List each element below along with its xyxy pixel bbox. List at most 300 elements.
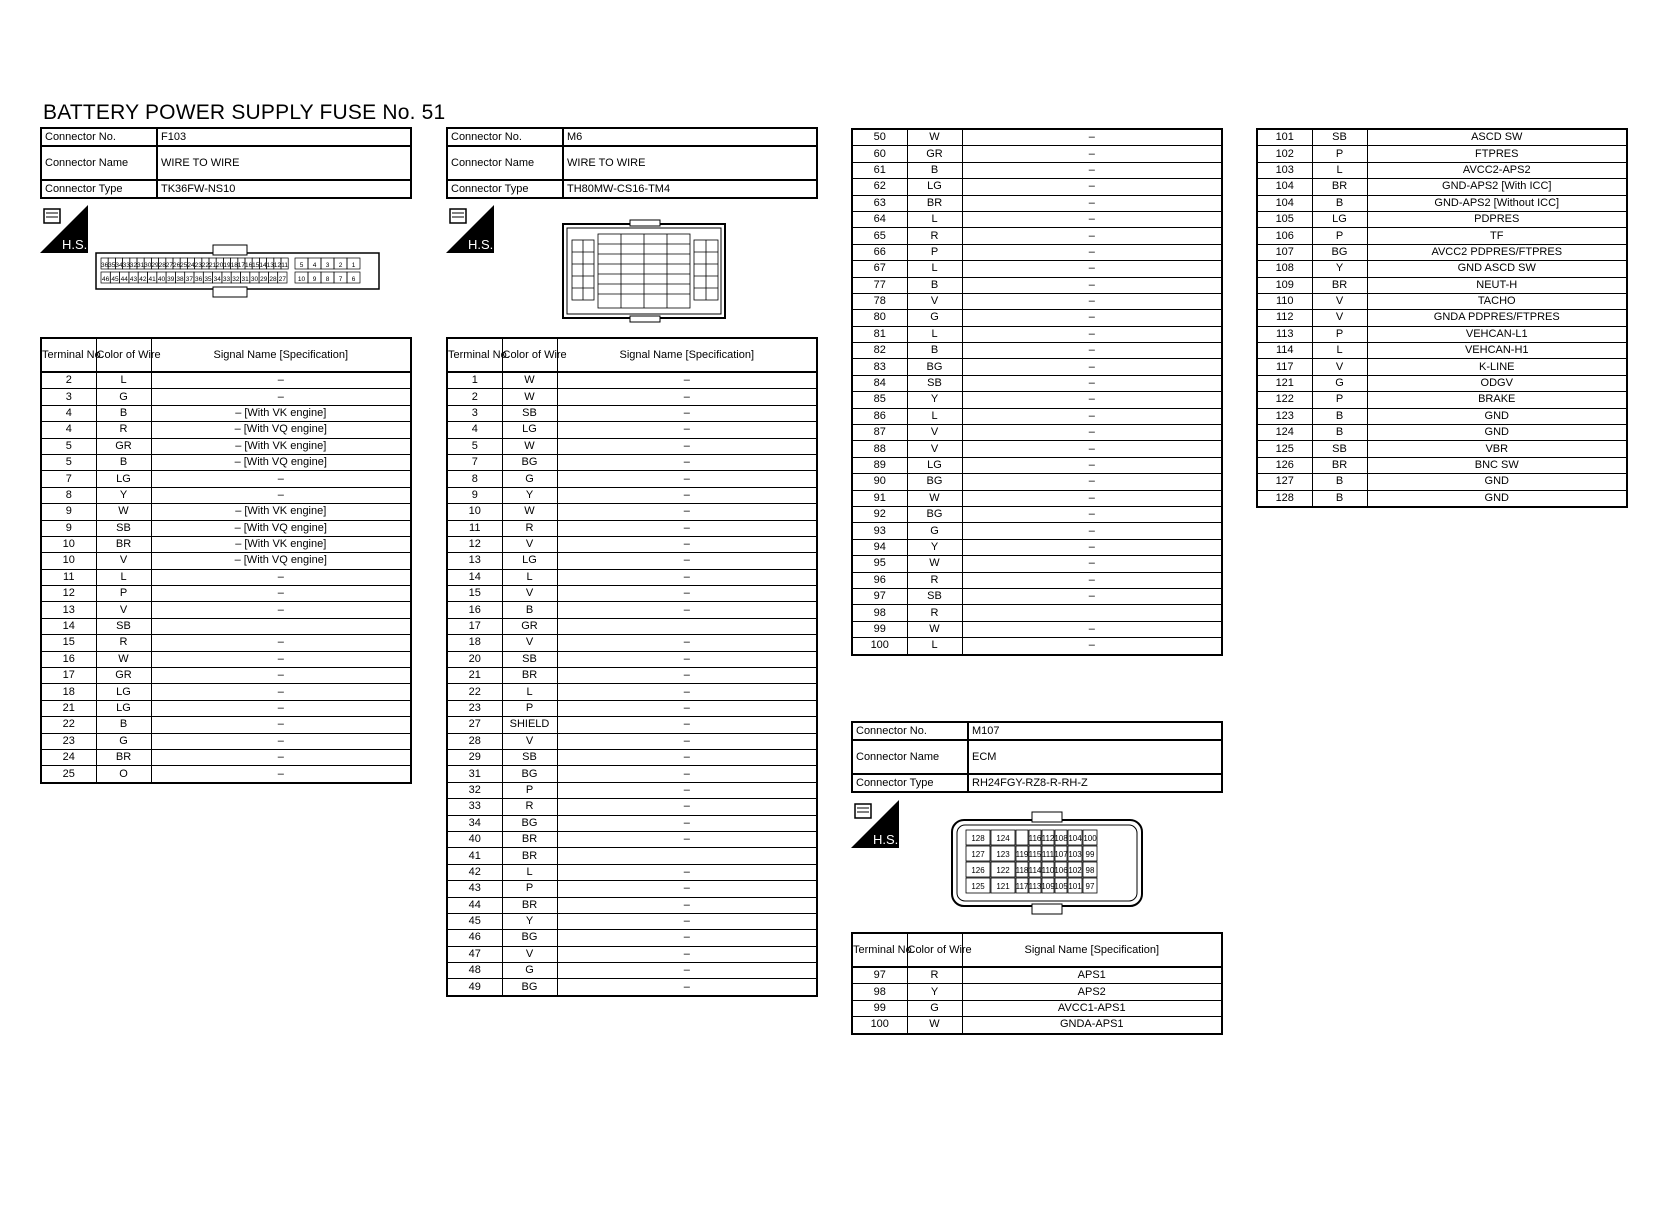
color-cell: LG — [502, 553, 557, 569]
color-cell: V — [1312, 359, 1367, 375]
table-row — [1257, 293, 1627, 309]
table-row — [852, 293, 1222, 309]
color-cell: R — [907, 967, 962, 984]
svg-text:15: 15 — [252, 262, 260, 269]
signal-cell: – — [151, 487, 411, 503]
color-cell: P — [1312, 392, 1367, 408]
table-row — [41, 717, 411, 733]
signal-cell: – [With VK engine] — [151, 405, 411, 421]
svg-text:H.S.: H.S. — [468, 237, 494, 252]
terminal-cell: 98 — [852, 605, 907, 621]
color-cell: SB — [907, 375, 962, 391]
signal-cell: – — [151, 389, 411, 405]
terminal-cell: 4 — [41, 405, 96, 421]
signal-cell: – — [962, 375, 1222, 391]
terminal-cell: 93 — [852, 523, 907, 539]
color-cell: LG — [907, 457, 962, 473]
table-row — [447, 930, 817, 946]
signal-cell: – — [557, 372, 817, 389]
color-cell: GR — [96, 668, 151, 684]
color-cell: BR — [96, 749, 151, 765]
terminal-cell: 40 — [447, 831, 502, 847]
terminal-cell: 32 — [447, 782, 502, 798]
svg-text:31: 31 — [241, 276, 249, 283]
svg-text:124: 124 — [996, 834, 1010, 843]
terminal-cell: 10 — [41, 536, 96, 552]
color-cell: LG — [96, 700, 151, 716]
table-row — [852, 441, 1222, 457]
signal-cell: – — [557, 717, 817, 733]
svg-text:13: 13 — [266, 262, 274, 269]
color-cell: L — [502, 569, 557, 585]
svg-text:30: 30 — [144, 262, 152, 269]
color-cell: W — [502, 504, 557, 520]
terminal-cell: 31 — [447, 766, 502, 782]
svg-text:44: 44 — [120, 276, 128, 283]
table-row — [852, 638, 1222, 655]
signal-cell: – — [557, 782, 817, 798]
color-cell: L — [96, 569, 151, 585]
terminal-cell: 100 — [852, 638, 907, 655]
terminal-cell: 27 — [447, 717, 502, 733]
table-row — [1257, 326, 1627, 342]
connector-type-value: RH24FGY-RZ8-R-RH-Z — [968, 774, 1222, 792]
terminal-cell: 33 — [447, 799, 502, 815]
table-row — [447, 504, 817, 520]
color-cell: L — [1312, 343, 1367, 359]
connector-type-value: TK36FW-NS10 — [157, 180, 411, 198]
color-cell: BR — [1312, 457, 1367, 473]
signal-cell: – — [557, 471, 817, 487]
color-cell: LG — [907, 179, 962, 195]
svg-text:110: 110 — [1041, 866, 1055, 875]
color-cell: G — [1312, 375, 1367, 391]
color-cell: W — [907, 1017, 962, 1034]
signal-cell: – — [557, 913, 817, 929]
m6-pin-table — [446, 337, 818, 997]
terminal-cell: 114 — [1257, 343, 1312, 359]
signal-cell: – — [557, 504, 817, 520]
color-cell: BR — [96, 536, 151, 552]
color-cell: R — [502, 520, 557, 536]
color-cell: Y — [502, 487, 557, 503]
color-cell: SB — [1312, 129, 1367, 146]
color-cell: LG — [1312, 211, 1367, 227]
terminal-cell: 48 — [447, 963, 502, 979]
signal-cell: – — [557, 520, 817, 536]
connector-no-value: M107 — [968, 722, 1222, 740]
table-row — [447, 881, 817, 897]
terminal-cell: 20 — [447, 651, 502, 667]
terminal-cell: 87 — [852, 425, 907, 441]
color-cell: L — [907, 408, 962, 424]
svg-text:98: 98 — [1085, 866, 1095, 875]
signal-cell: GND ASCD SW — [1367, 261, 1627, 277]
table-row — [447, 848, 817, 864]
terminal-cell: 110 — [1257, 293, 1312, 309]
terminal-cell: 24 — [41, 749, 96, 765]
connector-name-value: WIRE TO WIRE — [157, 146, 411, 180]
svg-text:39: 39 — [167, 276, 175, 283]
svg-text:109: 109 — [1041, 882, 1055, 891]
table-row — [447, 454, 817, 470]
signal-cell: – — [962, 228, 1222, 244]
signal-cell: – — [151, 635, 411, 651]
color-cell: LG — [96, 684, 151, 700]
table-row — [1257, 474, 1627, 490]
signal-cell: GND — [1367, 408, 1627, 424]
color-header: Color of Wire — [96, 338, 151, 372]
svg-text:36: 36 — [100, 262, 109, 269]
svg-text:41: 41 — [148, 276, 156, 283]
svg-text:31: 31 — [136, 262, 145, 269]
svg-text:28: 28 — [158, 262, 166, 269]
signal-cell: – — [557, 733, 817, 749]
table-row — [41, 372, 411, 389]
signal-cell: – — [557, 799, 817, 815]
color-cell: BR — [502, 848, 557, 864]
signal-cell: GND — [1367, 425, 1627, 441]
signal-cell: – [With VQ engine] — [151, 454, 411, 470]
connector-info-table — [446, 127, 818, 199]
color-cell: B — [907, 162, 962, 178]
terminal-cell: 5 — [447, 438, 502, 454]
signal-cell: – — [557, 831, 817, 847]
terminal-cell: 21 — [447, 668, 502, 684]
color-cell: P — [907, 244, 962, 260]
color-cell: R — [907, 605, 962, 621]
signal-cell: – — [962, 195, 1222, 211]
svg-text:H.S.: H.S. — [873, 832, 899, 847]
signal-cell: GNDA-APS1 — [962, 1017, 1222, 1034]
color-cell: O — [96, 766, 151, 783]
signal-cell: – — [962, 621, 1222, 637]
signal-cell: AVCC2-APS2 — [1367, 162, 1627, 178]
svg-text:2: 2 — [338, 262, 343, 269]
table-row — [852, 605, 1222, 621]
table-row — [1257, 261, 1627, 277]
f103-connector-face — [95, 243, 380, 299]
color-cell: R — [907, 572, 962, 588]
table-row — [1257, 129, 1627, 146]
table-row — [447, 946, 817, 962]
table-row — [41, 618, 411, 634]
svg-text:16: 16 — [244, 262, 253, 269]
color-cell: G — [907, 310, 962, 326]
table-row — [447, 586, 817, 602]
signal-header: Signal Name [Specification] — [557, 338, 817, 372]
svg-text:108: 108 — [1054, 834, 1068, 843]
signal-cell: – — [962, 556, 1222, 572]
terminal-cell: 46 — [447, 930, 502, 946]
signal-cell: – — [151, 586, 411, 602]
table-row — [852, 228, 1222, 244]
signal-cell — [962, 605, 1222, 621]
color-cell: V — [96, 553, 151, 569]
signal-cell: – — [557, 405, 817, 421]
signal-cell: VEHCAN-H1 — [1367, 343, 1627, 359]
table-row — [447, 651, 817, 667]
table-row — [1257, 441, 1627, 457]
color-cell: GR — [96, 438, 151, 454]
terminal-cell: 82 — [852, 343, 907, 359]
m6-connector-face — [562, 220, 727, 322]
terminal-cell: 34 — [447, 815, 502, 831]
terminal-cell: 84 — [852, 375, 907, 391]
signal-cell: – — [557, 963, 817, 979]
svg-text:4: 4 — [312, 262, 317, 269]
terminal-cell: 7 — [447, 454, 502, 470]
signal-cell: – — [962, 162, 1222, 178]
table-row — [447, 471, 817, 487]
terminal-cell: 99 — [852, 1000, 907, 1016]
signal-cell: – — [962, 392, 1222, 408]
signal-cell: BRAKE — [1367, 392, 1627, 408]
svg-text:34: 34 — [115, 262, 123, 269]
signal-header: Signal Name [Specification] — [151, 338, 411, 372]
svg-text:6: 6 — [351, 276, 356, 283]
table-row — [447, 422, 817, 438]
table-row — [41, 454, 411, 470]
color-cell: GR — [907, 146, 962, 162]
terminal-cell: 92 — [852, 506, 907, 522]
signal-cell: – — [962, 359, 1222, 375]
terminal-cell: 89 — [852, 457, 907, 473]
svg-text:105: 105 — [1054, 882, 1068, 891]
table-row — [1257, 457, 1627, 473]
signal-cell: – — [962, 490, 1222, 506]
table-row — [852, 572, 1222, 588]
color-cell: G — [907, 523, 962, 539]
table-row — [41, 651, 411, 667]
terminal-cell: 101 — [1257, 129, 1312, 146]
table-row — [852, 146, 1222, 162]
table-row — [41, 586, 411, 602]
signal-cell: – — [557, 553, 817, 569]
signal-cell: GND — [1367, 490, 1627, 507]
table-row — [447, 831, 817, 847]
terminal-cell: 97 — [852, 588, 907, 604]
terminal-cell: 104 — [1257, 195, 1312, 211]
svg-text:117: 117 — [1015, 882, 1029, 891]
signal-cell: – — [557, 487, 817, 503]
connector-name-value: ECM — [968, 740, 1222, 774]
svg-text:38: 38 — [176, 276, 184, 283]
table-row — [1257, 310, 1627, 326]
table-row — [447, 635, 817, 651]
color-cell: B — [1312, 408, 1367, 424]
color-cell: BG — [502, 979, 557, 996]
terminal-cell: 1 — [447, 372, 502, 389]
table-row — [852, 211, 1222, 227]
signal-cell: – — [151, 733, 411, 749]
svg-text:118: 118 — [1015, 866, 1029, 875]
signal-cell: GND-APS2 [With ICC] — [1367, 179, 1627, 195]
table-row — [41, 487, 411, 503]
terminal-header: Terminal No. — [852, 933, 907, 967]
signal-cell: – — [151, 569, 411, 585]
svg-text:18: 18 — [230, 262, 238, 269]
color-cell: BG — [1312, 244, 1367, 260]
signal-cell: – — [557, 438, 817, 454]
terminal-cell: 25 — [41, 766, 96, 783]
signal-cell: – — [151, 651, 411, 667]
signal-cell: ASCD SW — [1367, 129, 1627, 146]
terminal-cell: 16 — [41, 651, 96, 667]
svg-text:115: 115 — [1028, 850, 1042, 859]
terminal-cell: 7 — [41, 471, 96, 487]
svg-text:29: 29 — [151, 262, 159, 269]
terminal-cell: 21 — [41, 700, 96, 716]
table-row — [41, 733, 411, 749]
signal-cell: – — [962, 277, 1222, 293]
signal-cell: – — [557, 454, 817, 470]
svg-text:101: 101 — [1068, 882, 1082, 891]
terminal-cell: 2 — [41, 372, 96, 389]
color-cell: L — [907, 638, 962, 655]
color-cell: R — [502, 799, 557, 815]
table-row — [1257, 490, 1627, 507]
svg-text:107: 107 — [1054, 850, 1068, 859]
terminal-cell: 29 — [447, 749, 502, 765]
terminal-cell: 98 — [852, 984, 907, 1000]
color-cell: W — [502, 372, 557, 389]
table-row — [852, 392, 1222, 408]
svg-text:33: 33 — [122, 262, 130, 269]
color-cell: BR — [502, 668, 557, 684]
svg-text:H.S.: H.S. — [62, 237, 88, 252]
svg-text:9: 9 — [312, 276, 317, 283]
color-cell: L — [502, 864, 557, 880]
hs-icon — [446, 205, 494, 253]
m107-connector-face — [950, 810, 1145, 918]
f103-pin-table — [40, 337, 412, 784]
m107-pin-table-continued — [1256, 128, 1628, 508]
svg-text:11: 11 — [281, 262, 288, 269]
svg-text:3: 3 — [325, 262, 330, 269]
connector-name-value: WIRE TO WIRE — [563, 146, 817, 180]
table-row — [447, 389, 817, 405]
color-cell: BR — [502, 897, 557, 913]
table-row — [852, 179, 1222, 195]
terminal-cell: 4 — [41, 422, 96, 438]
table-row — [1257, 392, 1627, 408]
signal-cell: – — [962, 457, 1222, 473]
signal-cell: – — [151, 668, 411, 684]
terminal-cell: 105 — [1257, 211, 1312, 227]
terminal-cell: 97 — [852, 967, 907, 984]
table-row — [41, 389, 411, 405]
color-cell: B — [1312, 425, 1367, 441]
terminal-cell: 83 — [852, 359, 907, 375]
svg-text:104: 104 — [1068, 834, 1082, 843]
table-row — [447, 536, 817, 552]
terminal-cell: 10 — [447, 504, 502, 520]
table-row — [1257, 162, 1627, 178]
svg-text:21: 21 — [208, 262, 217, 269]
terminal-cell: 90 — [852, 474, 907, 490]
color-cell: B — [1312, 474, 1367, 490]
table-row — [447, 749, 817, 765]
color-cell: G — [502, 963, 557, 979]
svg-text:106: 106 — [1054, 866, 1068, 875]
signal-cell: – — [151, 766, 411, 783]
table-row — [852, 523, 1222, 539]
signal-cell: APS2 — [962, 984, 1222, 1000]
color-cell: B — [96, 454, 151, 470]
terminal-cell: 9 — [41, 504, 96, 520]
color-cell: SHIELD — [502, 717, 557, 733]
color-cell: R — [96, 635, 151, 651]
terminal-cell: 12 — [41, 586, 96, 602]
table-row — [447, 979, 817, 996]
color-cell: L — [907, 261, 962, 277]
signal-cell: – — [151, 471, 411, 487]
terminal-cell: 113 — [1257, 326, 1312, 342]
table-row — [852, 506, 1222, 522]
signal-cell: ODGV — [1367, 375, 1627, 391]
signal-cell: – — [557, 897, 817, 913]
signal-cell: – — [962, 146, 1222, 162]
svg-text:42: 42 — [139, 276, 147, 283]
table-row — [41, 520, 411, 536]
table-row — [852, 326, 1222, 342]
terminal-cell: 64 — [852, 211, 907, 227]
svg-text:5: 5 — [299, 262, 304, 269]
table-row — [852, 310, 1222, 326]
m6-pin-table-continued — [851, 128, 1223, 656]
table-row — [41, 438, 411, 454]
table-row — [852, 539, 1222, 555]
signal-cell: – — [557, 536, 817, 552]
table-row — [852, 967, 1222, 984]
color-cell: P — [502, 881, 557, 897]
terminal-cell: 109 — [1257, 277, 1312, 293]
svg-text:123: 123 — [996, 850, 1010, 859]
svg-text:14: 14 — [259, 262, 267, 269]
signal-cell: VBR — [1367, 441, 1627, 457]
signal-cell: – — [557, 668, 817, 684]
terminal-cell: 8 — [447, 471, 502, 487]
connector-no-value: M6 — [563, 128, 817, 146]
terminal-cell: 65 — [852, 228, 907, 244]
terminal-cell: 67 — [852, 261, 907, 277]
color-cell: B — [502, 602, 557, 618]
terminal-cell: 11 — [447, 520, 502, 536]
color-cell: P — [96, 586, 151, 602]
svg-text:35: 35 — [204, 276, 212, 283]
terminal-cell: 127 — [1257, 474, 1312, 490]
table-row — [447, 553, 817, 569]
table-row — [852, 474, 1222, 490]
svg-text:26: 26 — [172, 262, 181, 269]
terminal-cell: 14 — [447, 569, 502, 585]
svg-text:40: 40 — [157, 276, 166, 283]
terminal-cell: 60 — [852, 146, 907, 162]
svg-text:23: 23 — [194, 262, 202, 269]
svg-text:116: 116 — [1028, 834, 1042, 843]
signal-cell: – — [151, 684, 411, 700]
svg-text:19: 19 — [223, 262, 231, 269]
table-row — [1257, 211, 1627, 227]
color-cell: BG — [907, 474, 962, 490]
svg-text:126: 126 — [971, 866, 985, 875]
color-cell: Y — [907, 392, 962, 408]
table-row — [852, 1000, 1222, 1016]
color-cell: V — [502, 946, 557, 962]
signal-cell: – — [962, 211, 1222, 227]
color-header: Color of Wire — [907, 933, 962, 967]
